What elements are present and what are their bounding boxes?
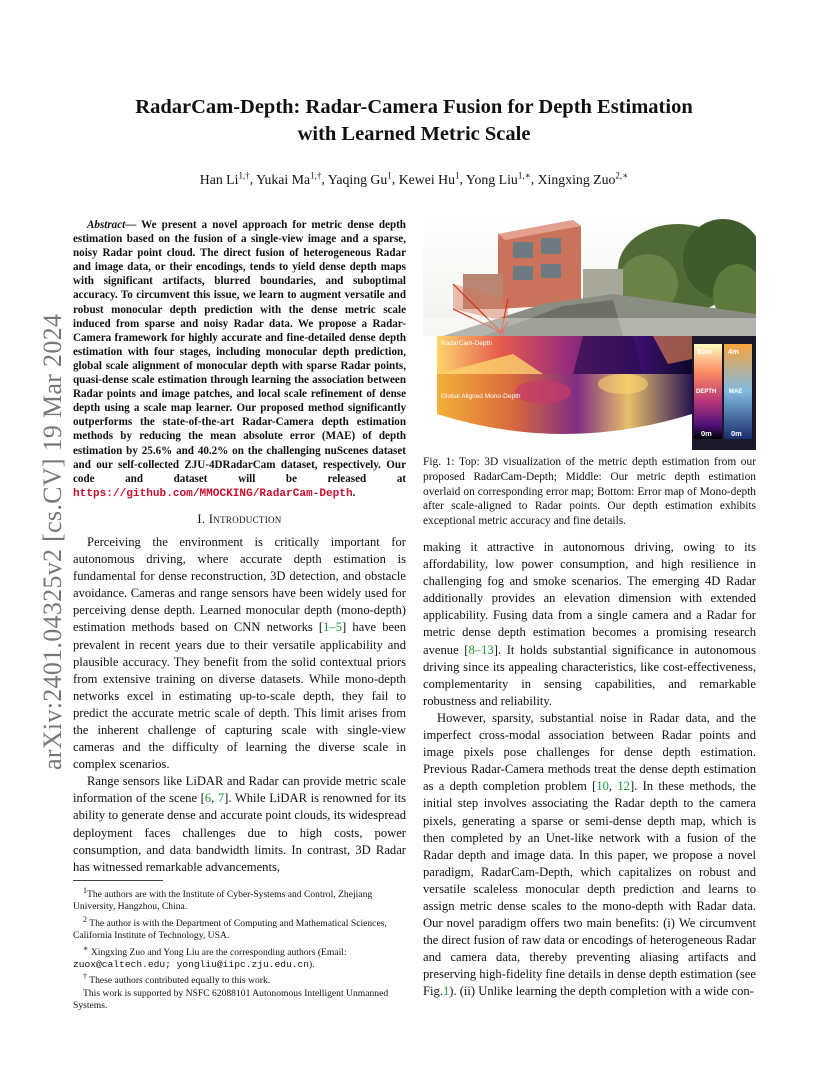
- author: Yukai $Ma^{1,\dagger}$: [256, 170, 322, 187]
- footnote: $^2$ The author is with the Department of Computing and Mathematical Sciences, California Institute of Technology, USA.: [73, 914, 387, 942]
- title-line-1: RadarCam-Depth: Radar-Camera Fusion for Depth Estimation: [135, 96, 693, 118]
- abstract: Abstract— We present a novel approach for metric dense depth estimation based on the fusion of a single-view image and a sparse, noisy Radar point cloud. The direct fusion of heterogeneous Radar and image data, or their encodings, tends to yield dense depth maps with significant artifacts, blurred boundaries, and suboptimal accuracy. To circumvent this issue, we learn to augment versatile and robust monocular depth prediction with the dense metric scale induced from sparse and noisy Radar data. We propose a Radar-Camera framework for highly accurate and fine-detailed dense depth estimation with four stages, including monocular depth prediction, global scale alignment of monocular depth with sparse Radar points, quasi-dense scale estimation through learning the association between Radar points and image patches, and local scale refinement of dense depth using a scale map learner. Our proposed method significantly outperforms the state-of-the-art Radar-Camera depth estimation methods by reducing the mean absolute error (MAE) of depth estimation by 25.6% and 40.2% on the challenging nuScenes dataset and our self-collected ZJU-4DRadarCam dataset, respectively. Our code and dataset will be released at https://github.com/MMOCKING/RadarCam-Depth.: [73, 219, 406, 500]
- intro-paragraph-4: However, sparsity, substantial noise in Radar data, and the imperfect cross-modal association between Radar points and image pixels pose challenges for dense depth estimation. Previous Radar-Camera methods treat the dense depth estimation as a depth completion problem [10, 12]. In these methods, the initial step involves associating the Radar depth to the camera pixels, generating a sparse or semi-dense depth map, which is then completed by an Unet-like network with a fusion of the Radar depth and image data. In this paper, we propose a novel paradigm, RadarCam-Depth, which capitalizes on robust and versatile scaleless monocular depth prediction and learns to assign metric dense scales to the mono-depth with Radar data. Our novel paradigm offers two main benefits: (i) We circumvent the direct fusion of raw data or encodings of heterogeneous Radar and camera data, thereby preventing aliasing artifacts and preserving high-fidelity fine details in dense depth estimation (see Fig.1). (ii) Unlike learning the depth completion with a wide con-: [423, 710, 757, 999]
- intro-paragraph-3: making it attractive in autonomous driving, owing to its affordability, low power consumption, and high resilience in challenging fog and smoke scenarios. The emerging 4D Radar additionally provides an elevation dimension with extended applicability. Fusing data from a single camera and a Radar for metric dense depth estimation becomes a promising research avenue [8–13]. It holds substantial significance in autonomous driving since its appealing characteristics, like cost-effectiveness, complementarity in sensing capabilities, and remarkable robustness and reliability.: [423, 540, 756, 708]
- citation-link[interactable]: 1–5: [323, 620, 342, 635]
- abstract-text: We present a novel approach for metric dense depth estimation based on the fusion of a single-view image and a sparse, noisy Radar point cloud. The direct fusion of heterogeneous Radar and image data, or their encodings, tends to yield dense depth maps with significant artifacts, blurred boundaries, and suboptimal accuracy. To circumvent this issue, we learn to augment versatile and robust monocular depth prediction with the dense metric scale induced from sparse and noisy Radar data. We propose a Radar-Camera framework for highly accurate and fine-detailed dense depth estimation with four stages, including monocular depth prediction, global scale alignment of monocular depth with sparse Radar points, quasi-dense scale estimation through learning the association between Radar points and image patches, and local scale refinement of dense depth using a scale map learner. Our proposed method significantly outperforms the state-of-the-art Radar-Camera depth estimation methods by reducing the mean absolute error (MAE) of depth estimation by 25.6% and 40.2% on the challenging nuScenes dataset and our self-collected ZJU-4DRadarCam dataset, respectively. Our code and dataset will be released at: [73, 219, 406, 485]
- author: Xingxing Zuo$^{2,∗}$: [537, 170, 629, 187]
- footnotes: [73, 880, 406, 1012]
- caption-text: Top: 3D visualization of the metric depth estimation from our proposed RadarCam-Depth; Middle: Our metric depth estimation overlaid on corresponding error map; Bottom: Error map of Mono-depth after scale-aligned to Radar points. Our depth estimation exhibits exceptional metric accuracy and fine details.: [423, 456, 756, 528]
- intro-paragraph-1: Perceiving the environment is critically important for autonomous driving, where accurate depth estimation is fundamental for dense reconstruction, 3D detection, and obstacle avoidance. Cameras and range sensors have been widely used for perceiving dense depth. Learned monocular depth (mono-depth) estimation methods based on CNN networks [1–5] have been prevalent in recent years due to their versatile applicability and plausible accuracy. They benefit from the solid contextual priors from extensive training on diverse datasets. While mono-depth networks excel in estimating up-to-scale depth, they fail to predict the accurate metric scale of depth. This limit arises from the inherent challenge of capturing scale with single-view cameras and the difficulty of learning the diverse scale in complex scenarios.: [73, 534, 406, 772]
- mae-max-label: 4m: [728, 347, 739, 356]
- arxiv-sidebar: [18, 270, 67, 770]
- depth-max-label: 80m: [697, 347, 713, 356]
- footnote: † These authors contributed equally to this work.: [83, 972, 271, 987]
- mae-min-label: 0m: [731, 429, 742, 438]
- colorbar-panel: [692, 336, 756, 450]
- depth-bar-title: DEPTH: [696, 389, 717, 395]
- label-global-aligned: Global Aligned Mono-Depth: [441, 393, 521, 400]
- intro-paragraph-2: Range sensors like LiDAR and Radar can provide metric scale information of the scene [6, 7]. While LiDAR is renowned for its ability to generate dense and accurate point clouds, its widespread deployment faces challenges due to high costs, power consumption, and data bandwidth limits. In contrast, 3D Radar has witnessed remarkable advancements,: [73, 774, 406, 874]
- author: Yong Liu$^{1,∗}$: [465, 170, 531, 187]
- right-column: [423, 539, 756, 1001]
- email-addresses[interactable]: zuox@caltech.edu; yongliu@iipc.zju.edu.cn: [73, 959, 310, 971]
- arxiv-identifier: arXiv:2401.04325v2 [cs.CV] 19 Mar 2024: [38, 313, 67, 770]
- citation-link[interactable]: 6: [204, 791, 212, 806]
- figure-1-graphic: [423, 214, 756, 450]
- figure-caption: [423, 455, 756, 529]
- title-line-2: with Learned Metric Scale: [297, 123, 531, 145]
- citation-link[interactable]: 7: [217, 791, 225, 806]
- footnote: $^1$The authors are with the Institute of Cyber-Systems and Control, Zhejiang University, Hangzhou, China.: [73, 886, 373, 913]
- author: Yaqing Gu$^1$: [327, 170, 392, 187]
- footnote: This work is supported by NSFC 62088101 Autonomous Intelligent Unmanned Systems.: [73, 987, 389, 1012]
- abstract-label: Abstract: [87, 219, 126, 231]
- code-link[interactable]: https://github.com/MMOCKING/RadarCam-Depth: [73, 487, 353, 500]
- depth-map-panel: [437, 336, 692, 374]
- author: Han $Li^{1,\dagger}$: [199, 170, 250, 187]
- figure-reference-link[interactable]: 1: [442, 984, 450, 999]
- footnote-rule: [73, 880, 163, 881]
- scene-3d-visualization: [423, 214, 756, 336]
- citation-link[interactable]: 8–13: [468, 642, 494, 657]
- left-column: [73, 218, 406, 876]
- citation-link[interactable]: 12: [617, 779, 630, 794]
- figure-1: [423, 214, 756, 450]
- paper-title: [80, 94, 748, 148]
- mae-bar-title: MAE: [729, 389, 743, 395]
- author-list: Han $Li^{1,\dagger}$, Yukai $Ma^{1,\dagger}$, Yaqing Gu$^1$, Kewei Hu$^1$, Yong Liu$^{1,∗}$, Xingxing Zuo$^{2,∗}$: [199, 170, 629, 187]
- depth-min-label: 0m: [701, 429, 712, 438]
- label-radarcam-depth: RadarCam-Depth: [441, 340, 492, 347]
- mono-depth-error-panel: [437, 374, 692, 434]
- citation-link[interactable]: 10: [596, 779, 609, 794]
- section-heading: I. Introduction: [197, 511, 282, 526]
- footnote: ∗ Xingxing Zuo and Yong Liu are the corresponding authors (Email: zuox@caltech.edu; yongliu@iipc.zju.edu.cn).: [73, 943, 347, 971]
- author: Kewei Hu$^1$: [398, 170, 460, 187]
- caption-prefix: Fig. 1:: [423, 456, 459, 468]
